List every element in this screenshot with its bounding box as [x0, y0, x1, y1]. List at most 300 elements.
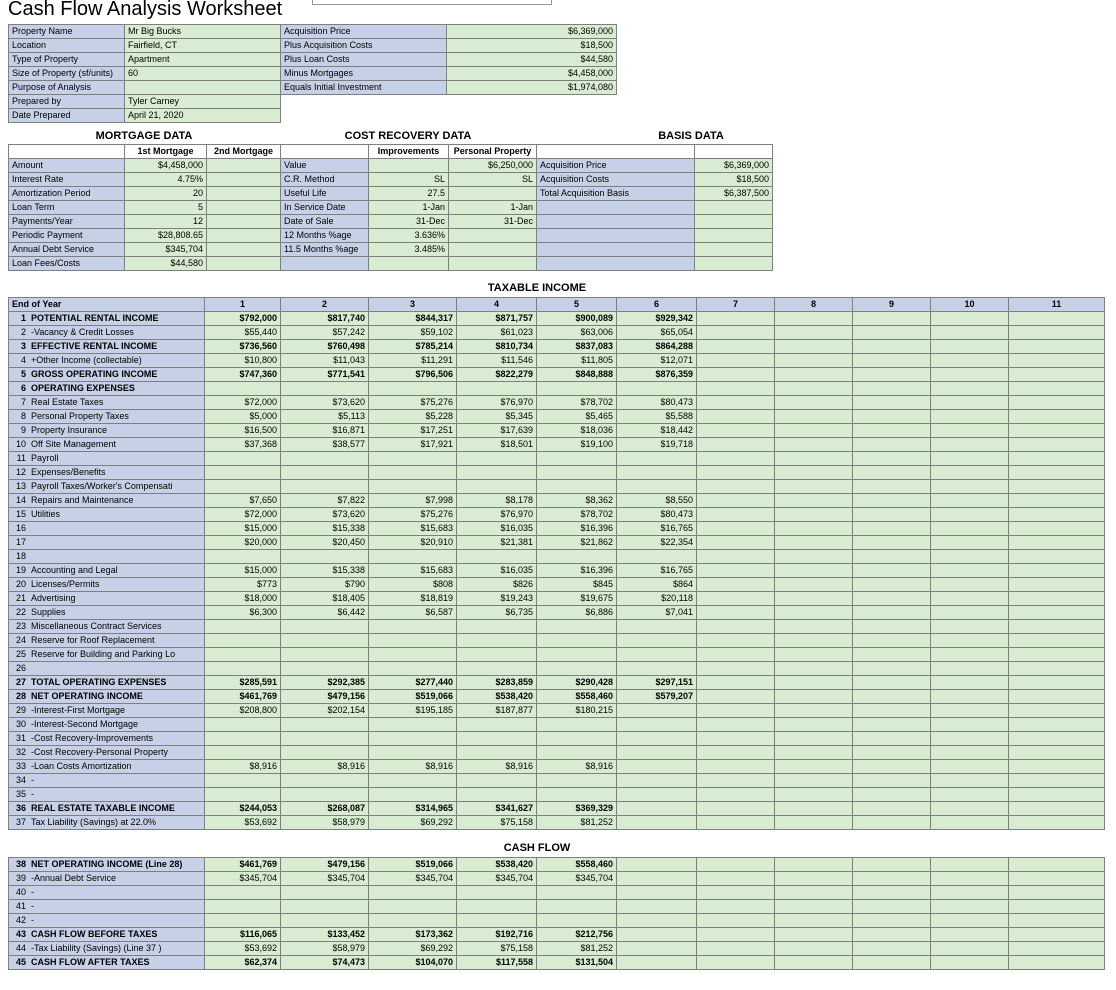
year-value-cell[interactable]: [369, 788, 457, 802]
year-value-cell[interactable]: [1009, 788, 1105, 802]
year-value-cell[interactable]: [617, 550, 697, 564]
year-value-cell[interactable]: [775, 508, 853, 522]
year-value-cell[interactable]: [775, 732, 853, 746]
year-header-cell[interactable]: 10: [931, 298, 1009, 312]
year-value-cell[interactable]: $131,504: [537, 956, 617, 970]
year-value-cell[interactable]: $80,473: [617, 396, 697, 410]
year-value-cell[interactable]: [931, 816, 1009, 830]
year-value-cell[interactable]: $15,338: [281, 522, 369, 536]
year-value-cell[interactable]: [617, 956, 697, 970]
row-label-cell[interactable]: [9, 606, 205, 620]
mortgage-label-cell[interactable]: Payments/Year: [9, 215, 125, 229]
year-value-cell[interactable]: $6,735: [457, 606, 537, 620]
row-label-cell[interactable]: [9, 634, 205, 648]
year-value-cell[interactable]: [775, 466, 853, 480]
year-value-cell[interactable]: [775, 564, 853, 578]
mortgage-1st-cell[interactable]: $4,458,000: [125, 159, 207, 173]
year-value-cell[interactable]: [457, 914, 537, 928]
year-value-cell[interactable]: [537, 634, 617, 648]
year-value-cell[interactable]: [1009, 914, 1105, 928]
year-value-cell[interactable]: [617, 886, 697, 900]
year-value-cell[interactable]: [931, 354, 1009, 368]
year-value-cell[interactable]: [1009, 508, 1105, 522]
year-value-cell[interactable]: $341,627: [457, 802, 537, 816]
year-value-cell[interactable]: [697, 816, 775, 830]
year-value-cell[interactable]: $18,000: [205, 592, 281, 606]
year-value-cell[interactable]: $822,279: [457, 368, 537, 382]
row-label-cell[interactable]: [9, 942, 205, 956]
row-label-cell[interactable]: [9, 690, 205, 704]
year-value-cell[interactable]: $12,071: [617, 354, 697, 368]
cost-recovery-improvements-cell[interactable]: 3.485%: [369, 243, 449, 257]
year-value-cell[interactable]: [853, 438, 931, 452]
year-value-cell[interactable]: [1009, 606, 1105, 620]
year-value-cell[interactable]: [281, 634, 369, 648]
year-value-cell[interactable]: [1009, 718, 1105, 732]
year-value-cell[interactable]: [931, 564, 1009, 578]
year-value-cell[interactable]: [457, 718, 537, 732]
year-value-cell[interactable]: [205, 452, 281, 466]
year-value-cell[interactable]: [537, 550, 617, 564]
year-value-cell[interactable]: $796,506: [369, 368, 457, 382]
year-value-cell[interactable]: $864: [617, 578, 697, 592]
year-value-cell[interactable]: [1009, 900, 1105, 914]
year-value-cell[interactable]: [205, 914, 281, 928]
year-value-cell[interactable]: [775, 662, 853, 676]
cost-recovery-header-improvements[interactable]: Improvements: [369, 145, 449, 159]
year-value-cell[interactable]: [853, 424, 931, 438]
year-value-cell[interactable]: [369, 550, 457, 564]
row-label-cell[interactable]: [9, 354, 205, 368]
year-value-cell[interactable]: [775, 928, 853, 942]
year-value-cell[interactable]: [281, 480, 369, 494]
year-value-cell[interactable]: [931, 550, 1009, 564]
year-value-cell[interactable]: [537, 746, 617, 760]
year-value-cell[interactable]: [617, 788, 697, 802]
year-value-cell[interactable]: [775, 872, 853, 886]
year-value-cell[interactable]: $17,921: [369, 438, 457, 452]
year-value-cell[interactable]: $519,066: [369, 858, 457, 872]
year-value-cell[interactable]: $57,242: [281, 326, 369, 340]
year-value-cell[interactable]: [617, 774, 697, 788]
year-value-cell[interactable]: [205, 746, 281, 760]
year-header-cell[interactable]: 7: [697, 298, 775, 312]
year-value-cell[interactable]: $11,291: [369, 354, 457, 368]
year-value-cell[interactable]: [697, 690, 775, 704]
year-value-cell[interactable]: [775, 354, 853, 368]
year-value-cell[interactable]: [697, 326, 775, 340]
year-value-cell[interactable]: $864,288: [617, 340, 697, 354]
year-header-cell[interactable]: 3: [369, 298, 457, 312]
property-value-cell[interactable]: [125, 81, 281, 95]
year-value-cell[interactable]: [697, 704, 775, 718]
cost-recovery-personal-cell[interactable]: [449, 229, 537, 243]
acquisition-value-cell[interactable]: $4,458,000: [447, 67, 617, 81]
year-value-cell[interactable]: [369, 452, 457, 466]
year-value-cell[interactable]: [853, 704, 931, 718]
row-label-cell[interactable]: [9, 368, 205, 382]
year-value-cell[interactable]: [205, 550, 281, 564]
year-value-cell[interactable]: [931, 760, 1009, 774]
year-value-cell[interactable]: [1009, 704, 1105, 718]
year-value-cell[interactable]: [1009, 368, 1105, 382]
year-value-cell[interactable]: $73,620: [281, 396, 369, 410]
year-value-cell[interactable]: [369, 466, 457, 480]
row-label-cell[interactable]: [9, 662, 205, 676]
year-value-cell[interactable]: $6,300: [205, 606, 281, 620]
year-value-cell[interactable]: $37,368: [205, 438, 281, 452]
year-value-cell[interactable]: $8,916: [205, 760, 281, 774]
year-value-cell[interactable]: $760,498: [281, 340, 369, 354]
year-value-cell[interactable]: $314,965: [369, 802, 457, 816]
year-value-cell[interactable]: [697, 354, 775, 368]
basis-label-cell[interactable]: Acquisition Price: [537, 159, 695, 173]
cost-recovery-personal-cell[interactable]: 1-Jan: [449, 201, 537, 215]
year-value-cell[interactable]: [697, 928, 775, 942]
year-value-cell[interactable]: [931, 942, 1009, 956]
year-value-cell[interactable]: [853, 634, 931, 648]
mortgage-2nd-cell[interactable]: [207, 201, 281, 215]
year-value-cell[interactable]: $19,675: [537, 592, 617, 606]
row-label-cell[interactable]: [9, 578, 205, 592]
year-value-cell[interactable]: [1009, 760, 1105, 774]
year-value-cell[interactable]: [853, 354, 931, 368]
year-value-cell[interactable]: [853, 788, 931, 802]
year-value-cell[interactable]: $11,546: [457, 354, 537, 368]
year-value-cell[interactable]: $16,396: [537, 522, 617, 536]
year-value-cell[interactable]: [281, 886, 369, 900]
year-value-cell[interactable]: $345,704: [537, 872, 617, 886]
year-header-cell[interactable]: 1: [205, 298, 281, 312]
year-value-cell[interactable]: [853, 620, 931, 634]
year-value-cell[interactable]: [537, 914, 617, 928]
cost-recovery-improvements-cell[interactable]: [369, 159, 449, 173]
year-value-cell[interactable]: $11,805: [537, 354, 617, 368]
mortgage-2nd-cell[interactable]: [207, 187, 281, 201]
property-label-cell[interactable]: Prepared by: [9, 95, 125, 109]
year-value-cell[interactable]: [281, 788, 369, 802]
row-label-cell[interactable]: [9, 564, 205, 578]
year-value-cell[interactable]: $6,442: [281, 606, 369, 620]
row-label-cell[interactable]: [9, 802, 205, 816]
year-value-cell[interactable]: $6,587: [369, 606, 457, 620]
year-value-cell[interactable]: $736,560: [205, 340, 281, 354]
cost-recovery-personal-cell[interactable]: SL: [449, 173, 537, 187]
year-value-cell[interactable]: [697, 648, 775, 662]
year-value-cell[interactable]: [205, 662, 281, 676]
year-value-cell[interactable]: $558,460: [537, 858, 617, 872]
year-value-cell[interactable]: [697, 452, 775, 466]
mortgage-2nd-cell[interactable]: [207, 159, 281, 173]
year-value-cell[interactable]: $180,215: [537, 704, 617, 718]
year-value-cell[interactable]: [281, 648, 369, 662]
row-label-cell[interactable]: [9, 312, 205, 326]
year-value-cell[interactable]: [931, 410, 1009, 424]
year-value-cell[interactable]: [931, 704, 1009, 718]
cost-recovery-improvements-cell[interactable]: SL: [369, 173, 449, 187]
basis-label-cell[interactable]: Total Acquisition Basis: [537, 187, 695, 201]
year-value-cell[interactable]: [697, 662, 775, 676]
mortgage-label-cell[interactable]: Interest Rate: [9, 173, 125, 187]
cost-recovery-label-cell[interactable]: In Service Date: [281, 201, 369, 215]
year-value-cell[interactable]: [369, 382, 457, 396]
year-value-cell[interactable]: [205, 732, 281, 746]
year-value-cell[interactable]: [537, 718, 617, 732]
year-value-cell[interactable]: [853, 914, 931, 928]
cost-recovery-label-cell[interactable]: C.R. Method: [281, 173, 369, 187]
year-value-cell[interactable]: $75,276: [369, 508, 457, 522]
year-value-cell[interactable]: [1009, 886, 1105, 900]
year-value-cell[interactable]: [697, 802, 775, 816]
mortgage-2nd-cell[interactable]: [207, 173, 281, 187]
mortgage-1st-cell[interactable]: 12: [125, 215, 207, 229]
year-value-cell[interactable]: [617, 928, 697, 942]
property-value-cell[interactable]: Mr Big Bucks: [125, 25, 281, 39]
year-value-cell[interactable]: [617, 760, 697, 774]
year-value-cell[interactable]: $16,396: [537, 564, 617, 578]
year-value-cell[interactable]: [697, 634, 775, 648]
year-value-cell[interactable]: $104,070: [369, 956, 457, 970]
year-value-cell[interactable]: [369, 634, 457, 648]
row-label-cell[interactable]: [9, 480, 205, 494]
year-header-cell[interactable]: 5: [537, 298, 617, 312]
year-value-cell[interactable]: [697, 494, 775, 508]
mortgage-header-1st[interactable]: 1st Mortgage: [125, 145, 207, 159]
year-value-cell[interactable]: $268,087: [281, 802, 369, 816]
year-value-cell[interactable]: [697, 760, 775, 774]
year-value-cell[interactable]: $78,702: [537, 508, 617, 522]
year-value-cell[interactable]: $461,769: [205, 690, 281, 704]
acquisition-value-cell[interactable]: $6,369,000: [447, 25, 617, 39]
year-value-cell[interactable]: $173,362: [369, 928, 457, 942]
year-value-cell[interactable]: [697, 578, 775, 592]
year-value-cell[interactable]: $7,822: [281, 494, 369, 508]
year-value-cell[interactable]: [205, 900, 281, 914]
basis-label-cell[interactable]: [537, 257, 695, 271]
year-value-cell[interactable]: [697, 732, 775, 746]
year-value-cell[interactable]: $285,591: [205, 676, 281, 690]
year-value-cell[interactable]: [369, 746, 457, 760]
year-value-cell[interactable]: [457, 480, 537, 494]
cost-recovery-personal-cell[interactable]: $6,250,000: [449, 159, 537, 173]
year-value-cell[interactable]: [775, 746, 853, 760]
year-value-cell[interactable]: $7,041: [617, 606, 697, 620]
acquisition-label-cell[interactable]: Minus Mortgages: [281, 67, 447, 81]
empty-cell[interactable]: [281, 145, 369, 159]
year-value-cell[interactable]: [775, 956, 853, 970]
year-value-cell[interactable]: [697, 900, 775, 914]
year-value-cell[interactable]: $16,765: [617, 522, 697, 536]
year-value-cell[interactable]: $345,704: [205, 872, 281, 886]
property-value-cell[interactable]: Fairfield, CT: [125, 39, 281, 53]
year-value-cell[interactable]: $212,756: [537, 928, 617, 942]
basis-value-cell[interactable]: $6,369,000: [695, 159, 773, 173]
year-value-cell[interactable]: [457, 746, 537, 760]
year-value-cell[interactable]: $876,359: [617, 368, 697, 382]
year-value-cell[interactable]: [617, 872, 697, 886]
year-value-cell[interactable]: $15,683: [369, 522, 457, 536]
year-value-cell[interactable]: [1009, 928, 1105, 942]
mortgage-1st-cell[interactable]: 20: [125, 187, 207, 201]
year-value-cell[interactable]: [697, 438, 775, 452]
year-value-cell[interactable]: [1009, 816, 1105, 830]
year-value-cell[interactable]: $208,800: [205, 704, 281, 718]
year-value-cell[interactable]: [1009, 676, 1105, 690]
year-value-cell[interactable]: [457, 788, 537, 802]
year-value-cell[interactable]: [931, 746, 1009, 760]
year-value-cell[interactable]: [775, 550, 853, 564]
year-value-cell[interactable]: [931, 522, 1009, 536]
year-value-cell[interactable]: [1009, 536, 1105, 550]
year-value-cell[interactable]: [931, 802, 1009, 816]
year-value-cell[interactable]: [697, 592, 775, 606]
row-label-cell[interactable]: [9, 732, 205, 746]
year-value-cell[interactable]: [369, 774, 457, 788]
year-value-cell[interactable]: [617, 452, 697, 466]
year-value-cell[interactable]: [617, 704, 697, 718]
year-value-cell[interactable]: [697, 676, 775, 690]
year-value-cell[interactable]: $5,228: [369, 410, 457, 424]
year-value-cell[interactable]: [617, 620, 697, 634]
year-value-cell[interactable]: [369, 718, 457, 732]
year-value-cell[interactable]: [853, 872, 931, 886]
year-value-cell[interactable]: [853, 746, 931, 760]
row-label-cell[interactable]: [9, 508, 205, 522]
year-value-cell[interactable]: $116,065: [205, 928, 281, 942]
year-value-cell[interactable]: [1009, 746, 1105, 760]
year-value-cell[interactable]: [853, 858, 931, 872]
year-value-cell[interactable]: [537, 452, 617, 466]
year-value-cell[interactable]: $117,558: [457, 956, 537, 970]
year-header-cell[interactable]: 11: [1009, 298, 1105, 312]
year-value-cell[interactable]: $20,000: [205, 536, 281, 550]
row-label-cell[interactable]: [9, 914, 205, 928]
cost-recovery-personal-cell[interactable]: [449, 257, 537, 271]
row-label-cell[interactable]: [9, 704, 205, 718]
year-value-cell[interactable]: $345,704: [457, 872, 537, 886]
cost-recovery-label-cell[interactable]: Date of Sale: [281, 215, 369, 229]
year-value-cell[interactable]: [775, 382, 853, 396]
year-value-cell[interactable]: [1009, 802, 1105, 816]
year-value-cell[interactable]: $345,704: [369, 872, 457, 886]
year-value-cell[interactable]: [853, 536, 931, 550]
acquisition-label-cell[interactable]: Plus Loan Costs: [281, 53, 447, 67]
year-value-cell[interactable]: [853, 466, 931, 480]
year-value-cell[interactable]: $17,639: [457, 424, 537, 438]
year-value-cell[interactable]: [775, 914, 853, 928]
year-value-cell[interactable]: $16,035: [457, 564, 537, 578]
year-value-cell[interactable]: [617, 662, 697, 676]
year-value-cell[interactable]: [369, 648, 457, 662]
mortgage-1st-cell[interactable]: $345,704: [125, 243, 207, 257]
cost-recovery-improvements-cell[interactable]: 31-Dec: [369, 215, 449, 229]
year-value-cell[interactable]: [775, 606, 853, 620]
year-value-cell[interactable]: $11,043: [281, 354, 369, 368]
year-value-cell[interactable]: [853, 550, 931, 564]
year-value-cell[interactable]: $76,970: [457, 508, 537, 522]
year-value-cell[interactable]: $61,023: [457, 326, 537, 340]
year-value-cell[interactable]: [1009, 326, 1105, 340]
year-value-cell[interactable]: [931, 900, 1009, 914]
cost-recovery-personal-cell[interactable]: [449, 187, 537, 201]
year-value-cell[interactable]: [205, 634, 281, 648]
year-value-cell[interactable]: [281, 914, 369, 928]
year-value-cell[interactable]: [775, 326, 853, 340]
year-value-cell[interactable]: $785,214: [369, 340, 457, 354]
year-value-cell[interactable]: $15,000: [205, 564, 281, 578]
year-value-cell[interactable]: $21,381: [457, 536, 537, 550]
year-value-cell[interactable]: [697, 368, 775, 382]
year-value-cell[interactable]: $75,158: [457, 942, 537, 956]
year-value-cell[interactable]: $8,916: [537, 760, 617, 774]
year-value-cell[interactable]: [697, 956, 775, 970]
year-value-cell[interactable]: [617, 900, 697, 914]
year-value-cell[interactable]: [775, 704, 853, 718]
year-value-cell[interactable]: [697, 942, 775, 956]
year-value-cell[interactable]: [931, 928, 1009, 942]
year-value-cell[interactable]: [537, 732, 617, 746]
year-value-cell[interactable]: [697, 774, 775, 788]
year-value-cell[interactable]: [537, 774, 617, 788]
empty-cell[interactable]: [9, 145, 125, 159]
cost-recovery-improvements-cell[interactable]: 3.636%: [369, 229, 449, 243]
year-value-cell[interactable]: [457, 732, 537, 746]
year-value-cell[interactable]: [775, 452, 853, 466]
year-value-cell[interactable]: $80,473: [617, 508, 697, 522]
mortgage-2nd-cell[interactable]: [207, 215, 281, 229]
year-value-cell[interactable]: [617, 466, 697, 480]
year-value-cell[interactable]: [205, 466, 281, 480]
year-value-cell[interactable]: [1009, 522, 1105, 536]
year-value-cell[interactable]: [617, 634, 697, 648]
year-value-cell[interactable]: [537, 382, 617, 396]
year-value-cell[interactable]: [369, 620, 457, 634]
year-value-cell[interactable]: [853, 816, 931, 830]
year-value-cell[interactable]: $72,000: [205, 508, 281, 522]
year-value-cell[interactable]: [931, 956, 1009, 970]
mortgage-1st-cell[interactable]: $28,808.65: [125, 229, 207, 243]
year-value-cell[interactable]: [775, 424, 853, 438]
year-value-cell[interactable]: [853, 662, 931, 676]
row-label-cell[interactable]: [9, 648, 205, 662]
year-value-cell[interactable]: [281, 382, 369, 396]
year-value-cell[interactable]: [1009, 354, 1105, 368]
cost-recovery-label-cell[interactable]: 11.5 Months %age: [281, 243, 369, 257]
acquisition-label-cell[interactable]: Equals Initial Investment: [281, 81, 447, 95]
year-value-cell[interactable]: [1009, 340, 1105, 354]
year-value-cell[interactable]: $773: [205, 578, 281, 592]
year-value-cell[interactable]: $58,979: [281, 942, 369, 956]
year-value-cell[interactable]: [853, 312, 931, 326]
year-value-cell[interactable]: [697, 466, 775, 480]
year-value-cell[interactable]: [281, 718, 369, 732]
year-value-cell[interactable]: [1009, 480, 1105, 494]
year-value-cell[interactable]: [617, 648, 697, 662]
year-value-cell[interactable]: [931, 340, 1009, 354]
end-of-year-header[interactable]: End of Year: [9, 298, 205, 312]
cost-recovery-label-cell[interactable]: 12 Months %age: [281, 229, 369, 243]
mortgage-2nd-cell[interactable]: [207, 257, 281, 271]
year-value-cell[interactable]: [697, 606, 775, 620]
property-value-cell[interactable]: 60: [125, 67, 281, 81]
year-value-cell[interactable]: $792,000: [205, 312, 281, 326]
year-value-cell[interactable]: $579,207: [617, 690, 697, 704]
year-value-cell[interactable]: $16,500: [205, 424, 281, 438]
year-value-cell[interactable]: $75,276: [369, 396, 457, 410]
year-value-cell[interactable]: $747,360: [205, 368, 281, 382]
year-value-cell[interactable]: [1009, 452, 1105, 466]
year-value-cell[interactable]: $133,452: [281, 928, 369, 942]
